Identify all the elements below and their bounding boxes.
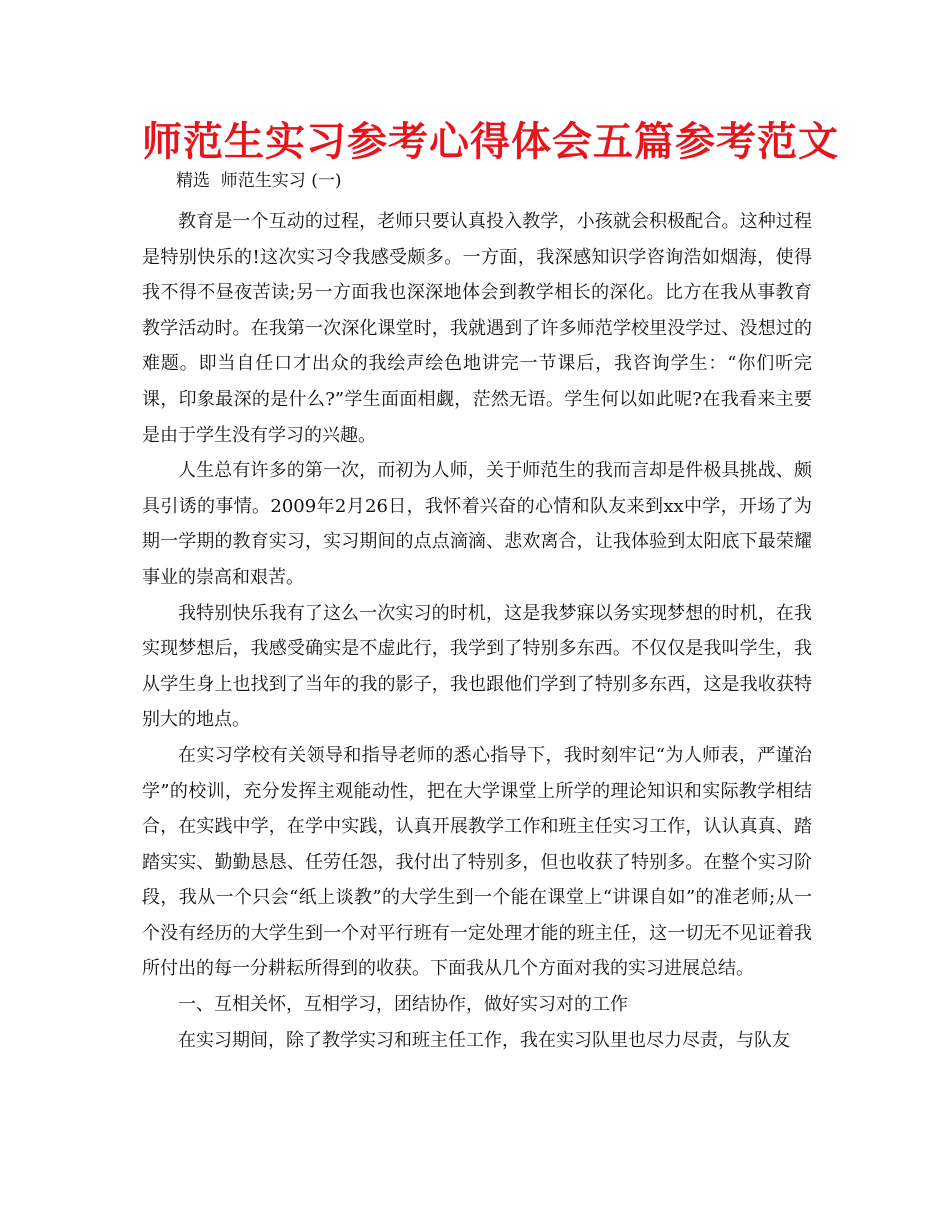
section-heading: 一、互相关怀，互相学习，团结协作，做好实习对的工作 bbox=[178, 994, 628, 1016]
document-body bbox=[142, 204, 812, 1058]
document-title: 师范生实习参考心得体会五篇参考范文 bbox=[142, 119, 839, 165]
body-paragraph-4: 在实习学校有关领导和指导老师的悉心指导下，我时刻牢记“为人师表，严谨治学”的校训，充分发挥主观能动性，把在大学课堂上所学的理论知识和实际教学相结合，在实践中学，在学中实践，认真开展教学工作和班主任实习工作，认认真真、踏踏实实、勤勤恳恳、任劳任怨，我付出了特别多，但也收获了特别多。在整个实习阶段，我从一个只会“纸上谈教”的大学生到一个能在课堂上“讲课自如”的准老师;从一个没有经历的大学生到一个对平行班有一定处理才能的班主任，这一切无不见证着我所付出的每一分耕耘所得到的收获。下面我从几个方面对我的实习进展总结。 bbox=[142, 744, 812, 980]
document-subtitle: 精选 师范生实习 (一) bbox=[176, 171, 342, 191]
body-paragraph-3: 我特别快乐我有了这么一次实习的时机，这是我梦寐以务实现梦想的时机，在我实现梦想后，我感受确实是不虚此行，我学到了特别多东西。不仅仅是我叫学生，我从学生身上也找到了当年的我的影子，我也跟他们学到了特别多东西，这是我收获特别大的地点。 bbox=[142, 602, 812, 731]
body-paragraph-5: 在实习期间，除了教学实习和班主任工作，我在实习队里也尽力尽责，与队友 bbox=[178, 1029, 790, 1051]
body-paragraph-1: 教育是一个互动的过程，老师只要认真投入教学，小孩就会积极配合。这种过程是特别快乐的!这次实习令我感受颇多。一方面，我深感知识学咨询浩如烟海，使得我不得不昼夜苦读;另一方面我也深深地体会到教学相长的深化。比方在我从事教育教学活动时。在我第一次深化课堂时，我就遇到了许多师范学校里没学过、没想过的难题。即当自任口才出众的我绘声绘色地讲完一节课后，我咨询学生：“你们听完课，印象最深的是什么?”学生面面相觑，茫然无语。学生何以如此呢?在我看来主要是由于学生没有学习的兴趣。 bbox=[142, 211, 812, 446]
body-paragraph-2: 人生总有许多的第一次，而初为人师，关于师范生的我而言却是件极具挑战、颇具引诱的事情。2009年2月26日，我怀着兴奋的心情和队友来到xx中学，开场了为期一学期的教育实习，实习期间的点点滴滴、悲欢离合，让我体验到太阳底下最荣耀事业的崇高和艰苦。 bbox=[142, 460, 812, 588]
